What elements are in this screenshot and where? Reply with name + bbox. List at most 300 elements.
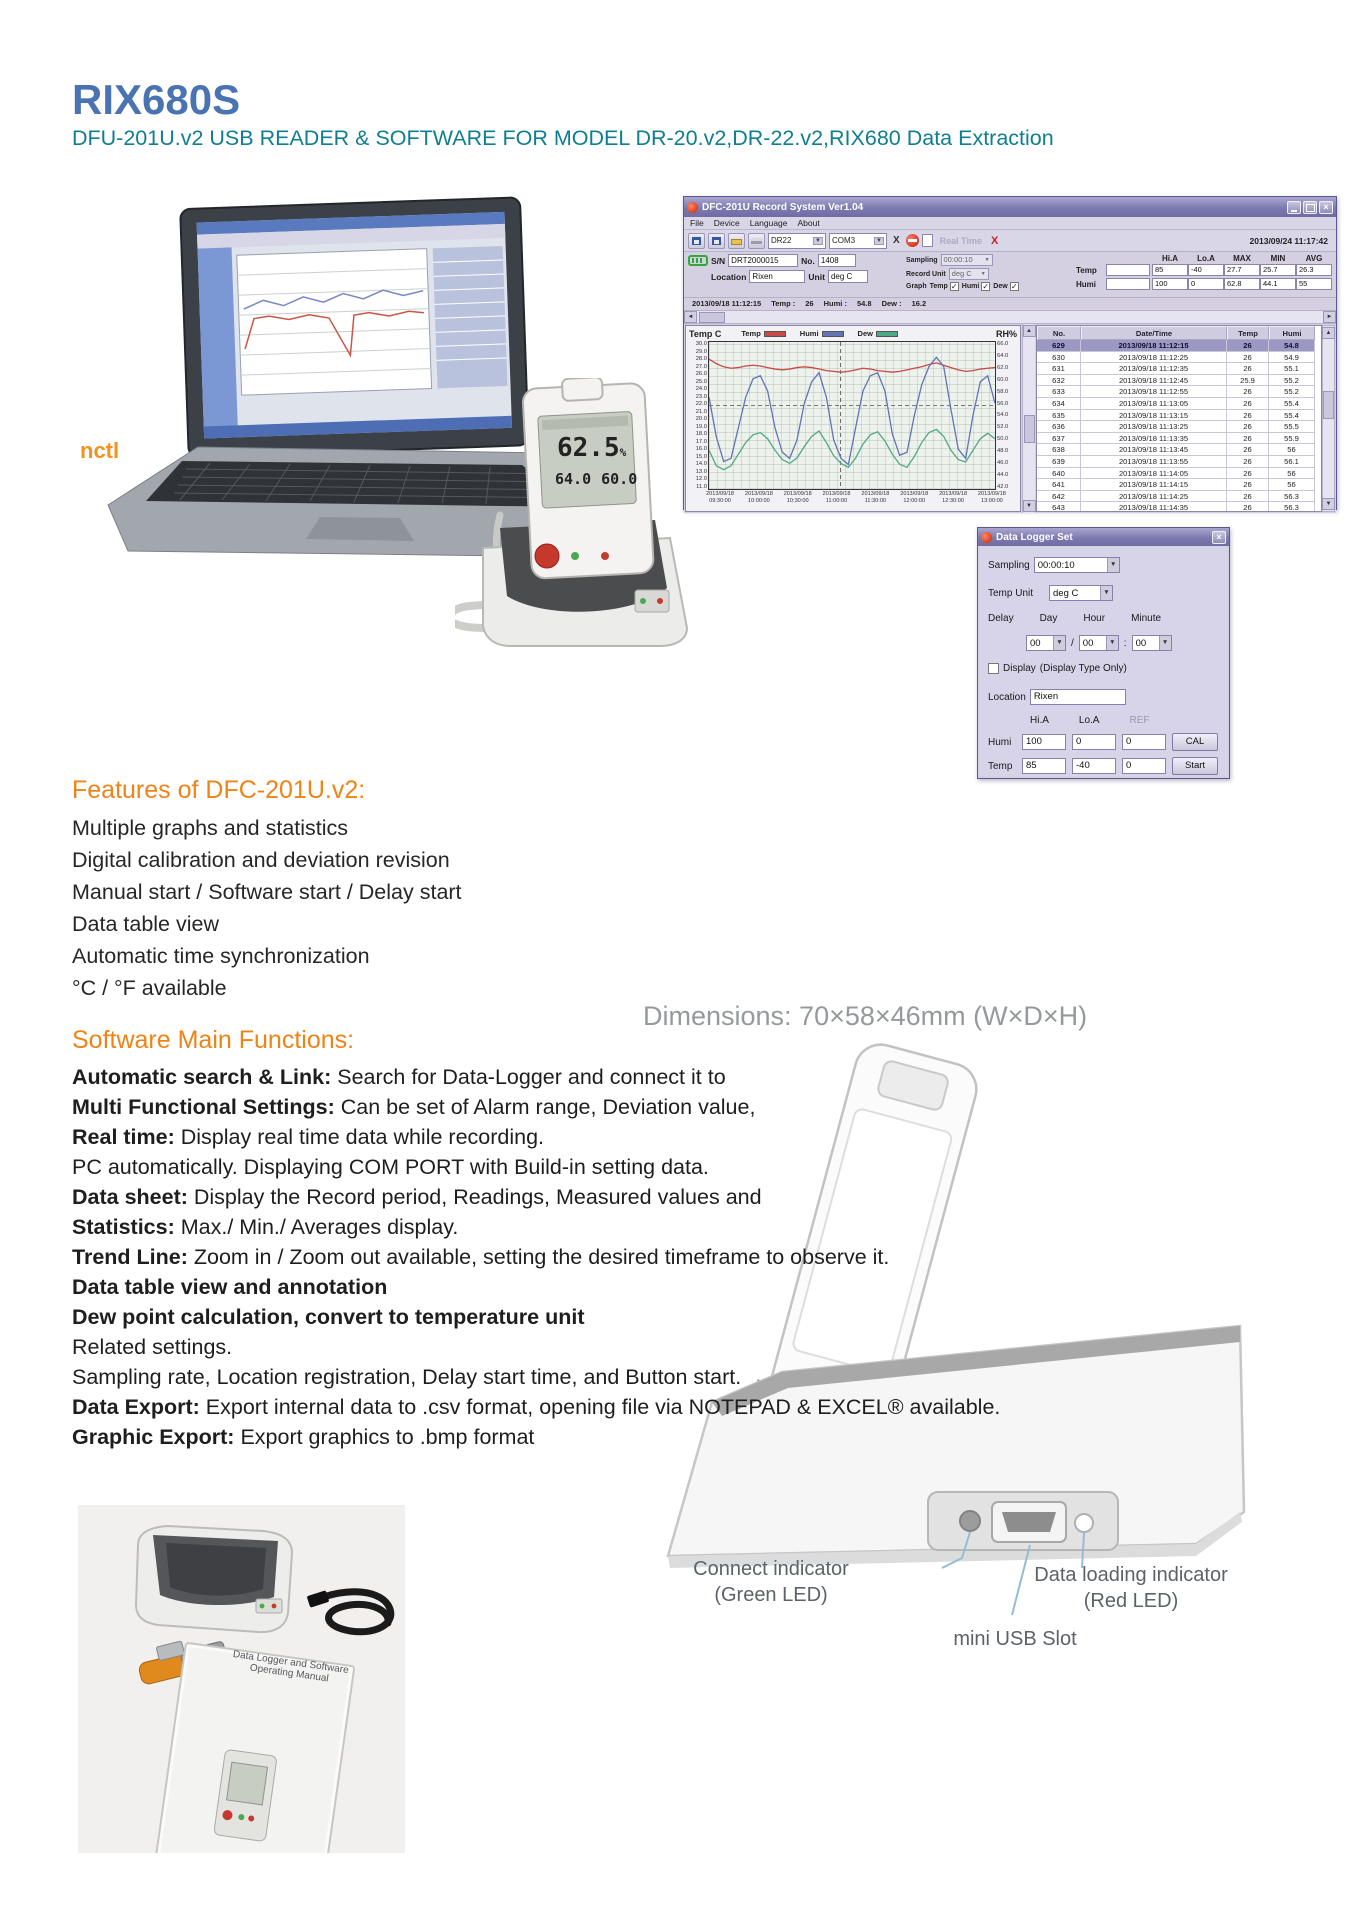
stats-header: MAX (1233, 254, 1251, 263)
location-label: Location (711, 271, 747, 282)
functions-list (72, 1062, 1000, 1452)
dlg-delay-label: Delay (988, 613, 1014, 624)
table-cell: 2013/09/18 11:12:25 (1081, 352, 1227, 364)
com-port-select[interactable]: COM3 ▼ (829, 233, 887, 249)
axis-tick-label: 19.0 (695, 423, 707, 430)
table-cell: 56.3 (1269, 491, 1315, 503)
axis-tick-label: 17.0 (695, 438, 707, 445)
lcd-sub-values: 64.0 60.0 (555, 470, 638, 488)
function-line-bold: Data sheet: (72, 1185, 188, 1209)
axis-tick-label: 27.0 (695, 363, 707, 370)
x-axis-date: 2013/09/18 (977, 491, 1006, 497)
print-icon[interactable] (748, 233, 765, 249)
table-header-cell[interactable]: No. (1037, 326, 1081, 340)
feature-item: Data table view (72, 912, 219, 936)
dlg-temp-label: Temp (988, 760, 1013, 772)
dropdown-arrow-icon[interactable]: ▼ (1100, 586, 1112, 600)
function-line (72, 1062, 1000, 1092)
dropdown-arrow-icon[interactable]: ▼ (1106, 636, 1118, 650)
table-row[interactable] (1037, 456, 1321, 468)
table-cell: 26 (1227, 479, 1269, 491)
no-label: No. (801, 255, 815, 266)
axis-tick-label: 23.0 (695, 393, 707, 400)
function-line-text: Max./ Min./ Averages display. (174, 1215, 459, 1239)
graph-legend (741, 329, 898, 338)
table-row[interactable] (1037, 468, 1321, 480)
axis-tick-label: 11.0 (696, 483, 707, 490)
display-checkbox[interactable] (988, 663, 999, 674)
mini-usb-opening (1002, 1512, 1056, 1532)
left-axis-title: Temp C (689, 328, 722, 339)
dlg-hour-label: Hour (1083, 613, 1106, 624)
right-axis-title: RH% (995, 328, 1017, 339)
horizontal-scrollbar[interactable] (684, 311, 1336, 324)
axis-tick-label: 21.0 (695, 408, 707, 415)
function-line (72, 1422, 1000, 1452)
status-datetime: 2013/09/18 11:12:15 (692, 299, 762, 308)
manual-title: Data Logger and Software Operating Manual (232, 1648, 350, 1685)
location-field[interactable]: Rixen (749, 270, 805, 283)
table-cell: 56.3 (1269, 502, 1315, 512)
table-cell: 2013/09/18 11:13:15 (1081, 410, 1227, 422)
table-cell: 632 (1037, 375, 1081, 387)
axis-tick-label: 20.0 (695, 416, 707, 423)
download-icon[interactable] (922, 234, 933, 247)
scroll-down-icon[interactable]: ▼ (1023, 500, 1036, 512)
x-axis-label (857, 491, 893, 511)
lcd-unit: % (619, 446, 627, 459)
x-axis-labels (686, 490, 1020, 511)
function-line (72, 1212, 1000, 1242)
table-row[interactable] (1037, 444, 1321, 456)
table-cell: 25.9 (1227, 375, 1269, 387)
data-logger-set-dialog (977, 527, 1230, 779)
axis-tick-label: 50.0 (997, 436, 1009, 443)
table-row[interactable] (1037, 363, 1321, 375)
table-cell: 26 (1227, 456, 1269, 468)
table-row[interactable] (1037, 352, 1321, 364)
x-axis-time: 10:30:00 (786, 498, 809, 504)
stats-value-field[interactable]: 0 (1188, 278, 1224, 290)
function-line-text: Can be set of Alarm range, Deviation value, (334, 1095, 756, 1119)
dlg-display-label: Display (1003, 663, 1036, 674)
dlg-humi-label: Humi (988, 736, 1012, 748)
feature-item: Multiple graphs and statistics (72, 816, 349, 840)
minimize-button[interactable] (1287, 201, 1301, 214)
stats-value-field[interactable]: 26.3 (1296, 264, 1332, 276)
dlg-location-label: Location (988, 691, 1026, 703)
axis-tick-label: 25.0 (695, 378, 707, 385)
dropdown-arrow-icon[interactable]: ▼ (984, 257, 990, 263)
stats-value-field[interactable]: 55 (1296, 278, 1332, 290)
feature-item: °C / °F available (72, 976, 227, 1000)
dlg-sampling-select[interactable]: 00:00:10 ▼ (1034, 557, 1120, 573)
connect-led (960, 1511, 980, 1531)
table-cell: 26 (1227, 502, 1269, 512)
table-row[interactable] (1037, 502, 1321, 512)
legend-swatch (876, 331, 898, 337)
dropdown-arrow-icon[interactable]: ▼ (1159, 636, 1171, 650)
mini-usb-slot-label: mini USB Slot (953, 1628, 1077, 1650)
menu-item-file[interactable]: File (690, 218, 704, 228)
current-datetime: 2013/09/24 11:17:42 (1249, 235, 1328, 246)
legend-label: Dew (857, 329, 873, 338)
cancel-realtime-icon[interactable]: X (991, 234, 999, 247)
lcd-main-value: 62.5% (557, 433, 627, 463)
dlg-display-note: (Display Type Only) (1039, 663, 1127, 674)
stats-current-field[interactable] (1106, 264, 1150, 276)
stats-header: Hi.A (1162, 254, 1178, 263)
checkbox-checked[interactable]: ✓ (1010, 282, 1018, 291)
x-axis-time: 10:00:00 (747, 498, 770, 504)
dlg-delay-hour-select[interactable]: 00 ▼ (1079, 635, 1119, 651)
scroll-right-icon[interactable]: ► (1323, 311, 1336, 323)
x-axis-time: 11:00:00 (825, 498, 848, 504)
table-cell: 56 (1269, 444, 1315, 456)
function-line (72, 1152, 1000, 1182)
axis-tick-label: 66.0 (997, 341, 1009, 347)
status-line (684, 298, 1336, 311)
x-axis-date: 2013/09/18 (822, 491, 851, 497)
table-cell: 55.2 (1269, 386, 1315, 398)
maximize-button[interactable] (1303, 201, 1317, 214)
table-cell: 56 (1269, 468, 1315, 480)
table-cell: 633 (1037, 386, 1081, 398)
scroll-left-icon[interactable]: ◄ (684, 311, 697, 323)
axis-tick-label: 16.0 (695, 446, 707, 453)
dlg-temp-loa-field[interactable]: -40 (1072, 758, 1116, 774)
table-row[interactable] (1037, 479, 1321, 491)
axis-tick-label: 54.0 (997, 412, 1009, 419)
x-axis-time: 09:30:00 (709, 498, 731, 504)
function-line-bold: Multi Functional Settings: (72, 1095, 335, 1119)
table-cell: 637 (1037, 433, 1081, 445)
feature-item: Automatic time synchronization (72, 944, 370, 968)
dlg-temp-unit-select[interactable]: deg C ▼ (1049, 585, 1113, 601)
dropdown-arrow-icon[interactable]: ▼ (980, 271, 986, 277)
table-cell: 2013/09/18 11:14:15 (1081, 479, 1227, 491)
checkbox-checked[interactable]: ✓ (950, 282, 958, 291)
check-label: Dew (993, 283, 1008, 290)
table-cell: 26 (1227, 352, 1269, 364)
package-photo (78, 1505, 405, 1853)
table-cell: 636 (1037, 421, 1081, 433)
table-cell: 631 (1037, 363, 1081, 375)
page-title: RIX680S (72, 76, 241, 123)
checkbox-checked[interactable]: ✓ (982, 282, 990, 291)
table-cell: 2013/09/18 11:13:55 (1081, 456, 1227, 468)
unit-field[interactable]: deg C (828, 270, 868, 283)
table-row[interactable] (1037, 398, 1321, 410)
x-axis-date: 2013/09/18 (939, 491, 968, 497)
status-temp-value: 26 (805, 299, 814, 308)
table-row[interactable] (1037, 386, 1321, 398)
axis-tick-label: 18.0 (695, 431, 707, 438)
function-line (72, 1332, 1000, 1362)
axis-tick-label: 28.0 (695, 356, 707, 363)
stats-value-field[interactable]: -40 (1188, 264, 1224, 276)
data-loading-indicator-label: Data loading indicator (Red LED) (1034, 1564, 1228, 1612)
table-row[interactable] (1037, 340, 1321, 352)
axis-tick-label: 56.0 (997, 400, 1009, 407)
function-line-bold: Real time: (72, 1125, 175, 1149)
dlg-humi-hia-field[interactable]: 100 (1022, 734, 1066, 750)
scrollbar-thumb[interactable] (1323, 391, 1334, 419)
table-cell: 640 (1037, 468, 1081, 480)
dlg-delay-minute-select[interactable]: 00 ▼ (1132, 635, 1172, 651)
package-dock (136, 1526, 292, 1632)
table-cell: 55.4 (1269, 398, 1315, 410)
axis-tick-label: 14.0 (695, 461, 707, 468)
menu-item-language[interactable]: Language (749, 218, 788, 228)
table-cell: 641 (1037, 479, 1081, 491)
table-cell: 55.4 (1269, 410, 1315, 422)
function-line-text: PC automatically. Displaying COM PORT with Build-in setting data. (72, 1155, 709, 1179)
stats-current-field[interactable] (1106, 278, 1150, 290)
table-cell: 54.9 (1269, 352, 1315, 364)
record-window-title: DFC-201U Record System Ver1.04 (702, 201, 864, 213)
axis-tick-label: 48.0 (997, 448, 1009, 455)
realtime-label: Real Time (939, 235, 983, 246)
no-field[interactable]: 1408 (818, 254, 856, 267)
disconnect-icon[interactable]: X (893, 235, 900, 246)
dropdown-arrow-icon[interactable]: ▼ (876, 237, 882, 244)
table-cell: 634 (1037, 398, 1081, 410)
table-cell: 26 (1227, 468, 1269, 480)
dlg-location-field[interactable]: Rixen (1030, 689, 1126, 705)
laptop-touchpad (306, 517, 414, 541)
data-loading-led (1075, 1514, 1093, 1532)
table-row[interactable] (1037, 375, 1321, 387)
function-line (72, 1182, 1000, 1212)
series-dew (709, 429, 995, 469)
table-cell: 2013/09/18 11:14:35 (1081, 502, 1227, 512)
unit-label: Unit (808, 271, 825, 282)
axis-tick-label: 15.0 (695, 453, 707, 460)
function-line (72, 1242, 1000, 1272)
dlg-temp-unit-label: Temp Unit (988, 587, 1034, 599)
table-cell: 54.8 (1269, 340, 1315, 352)
stats-value-field[interactable]: 44.1 (1260, 278, 1296, 290)
record-window-titlebar[interactable] (684, 197, 1336, 217)
dlg-humi-ref-field[interactable]: 0 (1122, 734, 1166, 750)
dialog-close-button[interactable]: × (1212, 531, 1226, 544)
dlg-hia-header: Hi.A (1030, 715, 1049, 726)
table-cell: 2013/09/18 11:14:25 (1081, 491, 1227, 503)
sampling-select[interactable]: 00:00:10 ▼ (941, 254, 993, 266)
table-row[interactable] (1037, 491, 1321, 503)
table-cell: 2013/09/18 11:13:05 (1081, 398, 1227, 410)
x-axis-time: 12:00:00 (903, 498, 926, 504)
axis-tick-label: 30.0 (695, 341, 707, 347)
dialog-title: Data Logger Set (996, 531, 1073, 543)
stats-value-field[interactable]: 25.7 (1260, 264, 1296, 276)
function-line (72, 1092, 1000, 1122)
function-line (72, 1272, 1000, 1302)
function-line-text: Display real time data while recording. (174, 1125, 545, 1149)
function-line (72, 1302, 1000, 1332)
legend-item-temp (741, 329, 785, 338)
open-folder-icon[interactable] (728, 233, 745, 249)
axis-tick-label: 42.0 (997, 483, 1009, 490)
device-select[interactable]: DR22 ▼ (768, 233, 826, 249)
legend-label: Humi (799, 329, 819, 338)
graph-panel (685, 325, 1021, 512)
table-cell: 643 (1037, 502, 1081, 512)
status-humi-label: Humi : (823, 299, 847, 308)
scrollbar-thumb[interactable] (1024, 415, 1035, 443)
logger-start-button[interactable] (535, 544, 559, 568)
trend-plot[interactable] (708, 341, 996, 490)
axis-tick-label: 64.0 (997, 352, 1009, 359)
menu-item-about[interactable]: About (797, 218, 820, 228)
graph-check-temp (930, 282, 959, 291)
statistics-panel (1076, 254, 1332, 295)
table-header-cell[interactable]: Date/Time (1081, 326, 1227, 340)
table-cell: 26 (1227, 491, 1269, 503)
check-label: Humi (961, 283, 980, 290)
table-cell: 2013/09/18 11:12:35 (1081, 363, 1227, 375)
scroll-up-icon[interactable]: ▲ (1322, 327, 1335, 339)
table-header-cell[interactable]: Humi (1269, 326, 1315, 340)
scroll-up-icon[interactable]: ▲ (1023, 325, 1036, 337)
axis-tick-label: 46.0 (997, 460, 1009, 467)
dialog-titlebar[interactable] (978, 528, 1229, 546)
table-row[interactable] (1037, 421, 1321, 433)
table-cell: 26 (1227, 340, 1269, 352)
x-axis-label (819, 491, 855, 511)
table-cell: 639 (1037, 456, 1081, 468)
table-cell: 26 (1227, 386, 1269, 398)
table-cell: 635 (1037, 410, 1081, 422)
sn-label: S/N (711, 255, 726, 266)
table-cell: 55.5 (1269, 421, 1315, 433)
table-cell: 26 (1227, 444, 1269, 456)
table-cell: 629 (1037, 340, 1081, 352)
record-unit-label: Record Unit (906, 270, 946, 278)
dlg-temp-ref-field[interactable]: 0 (1122, 758, 1166, 774)
graph-check-humi (962, 282, 991, 291)
dlg-loa-header: Lo.A (1078, 715, 1100, 726)
axis-tick-label: 13.0 (695, 468, 707, 475)
table-cell: 26 (1227, 421, 1269, 433)
sampling-label: Sampling (906, 256, 938, 264)
dlg-humi-loa-field[interactable]: 0 (1072, 734, 1116, 750)
function-line (72, 1392, 1000, 1422)
function-line-bold: Dew point calculation, convert to temperature unit (72, 1305, 585, 1329)
check-label: Temp (929, 283, 948, 290)
axis-tick-label: 29.0 (695, 348, 707, 355)
table-header-cell[interactable]: Temp (1227, 326, 1269, 340)
connect-indicator-label: Connect indicator (Green LED) (693, 1558, 849, 1606)
legend-swatch (822, 331, 844, 337)
status-humi-value: 54.8 (856, 299, 872, 308)
table-cell: 2013/09/18 11:12:55 (1081, 386, 1227, 398)
axis-tick-label: 60.0 (997, 376, 1009, 383)
stop-icon[interactable] (906, 234, 919, 247)
table-cell: 2013/09/18 11:13:25 (1081, 421, 1227, 433)
table-cell: 26 (1227, 398, 1269, 410)
features-heading: Features of DFC-201U.v2: (72, 776, 366, 804)
stats-header: AVG (1305, 254, 1323, 263)
table-row[interactable] (1037, 433, 1321, 445)
x-axis-label (974, 491, 1010, 511)
menu-item-device[interactable]: Device (713, 218, 740, 228)
stats-value-field[interactable]: 62.8 (1224, 278, 1260, 290)
function-line-text: Display the Record period, Readings, Measured values and (187, 1185, 762, 1209)
function-line-text: Related settings. (72, 1335, 233, 1359)
table-cell: 26 (1227, 410, 1269, 422)
function-line-bold: Data Export: (72, 1395, 200, 1419)
stats-value-field[interactable]: 100 (1152, 278, 1188, 290)
stats-value-field[interactable]: 85 (1152, 264, 1188, 276)
menu-bar (684, 217, 1336, 230)
series-temp (709, 359, 995, 372)
functions-heading: Software Main Functions: (72, 1026, 355, 1054)
x-axis-date: 2013/09/18 (900, 491, 929, 497)
stats-value-field[interactable]: 27.7 (1224, 264, 1260, 276)
logger-dock-illustration (455, 378, 735, 668)
table-vertical-scrollbar[interactable] (1322, 325, 1335, 512)
axis-tick-label: 52.0 (997, 424, 1009, 431)
x-axis-time: 12:30:00 (942, 498, 964, 504)
dlg-temp-hia-field[interactable]: 85 (1022, 758, 1066, 774)
table-header-row (1037, 326, 1321, 340)
page-subtitle: DFU-201U.v2 USB READER & SOFTWARE FOR MODEL DR-20.v2,DR-22.v2,RIX680 Data Extraction (72, 126, 1054, 150)
axis-tick-label: 24.0 (695, 386, 707, 393)
record-unit-select[interactable]: deg C ▼ (949, 268, 989, 280)
scroll-down-icon[interactable]: ▼ (1322, 498, 1335, 510)
x-axis-time: 11:30:00 (864, 498, 887, 504)
graph-vertical-scrollbar[interactable] (1022, 324, 1035, 513)
toolbar (684, 230, 1336, 252)
dlg-delay-separator: : (1123, 637, 1127, 649)
close-button[interactable]: × (1319, 201, 1333, 214)
axis-tick-label: 58.0 (997, 388, 1009, 395)
table-cell: 2013/09/18 11:12:45 (1081, 375, 1227, 387)
x-axis-time: 13:00:00 (981, 498, 1003, 504)
table-cell: 630 (1037, 352, 1081, 364)
function-line-text: Export graphics to .bmp format (234, 1425, 535, 1449)
sn-field[interactable]: DRT2000015 (728, 254, 798, 267)
legend-item-humi (800, 329, 844, 338)
status-dew-value: 16.2 (911, 299, 927, 308)
x-axis-date: 2013/09/18 (706, 491, 734, 497)
table-cell: 2013/09/18 11:13:45 (1081, 444, 1227, 456)
table-cell: 2013/09/18 11:14:05 (1081, 468, 1227, 480)
table-row[interactable] (1037, 410, 1321, 422)
x-axis-date: 2013/09/18 (783, 491, 812, 497)
dropdown-arrow-icon[interactable]: ▼ (815, 237, 821, 244)
device-info-panel (684, 252, 1336, 298)
dlg-delay-separator: / (1071, 637, 1074, 649)
table-cell: 2013/09/18 11:13:35 (1081, 433, 1227, 445)
dlg-delay-day-select[interactable]: 00 ▼ (1026, 635, 1066, 651)
start-button[interactable]: Start (1172, 757, 1218, 775)
dlg-minute-label: Minute (1131, 613, 1162, 624)
function-line-text: Search for Data-Logger and connect it to (331, 1065, 726, 1089)
function-line (72, 1362, 1000, 1392)
table-cell: 638 (1037, 444, 1081, 456)
stats-header: Lo.A (1197, 254, 1215, 263)
cal-button[interactable]: CAL (1172, 733, 1218, 751)
dropdown-arrow-icon[interactable]: ▼ (1107, 558, 1119, 572)
dropdown-arrow-icon[interactable]: ▼ (1053, 636, 1065, 650)
function-line-bold: Data table view and annotation (72, 1275, 388, 1299)
table-cell: 26 (1227, 433, 1269, 445)
stats-row-label: Temp (1076, 265, 1097, 275)
table-cell: 642 (1037, 491, 1081, 503)
